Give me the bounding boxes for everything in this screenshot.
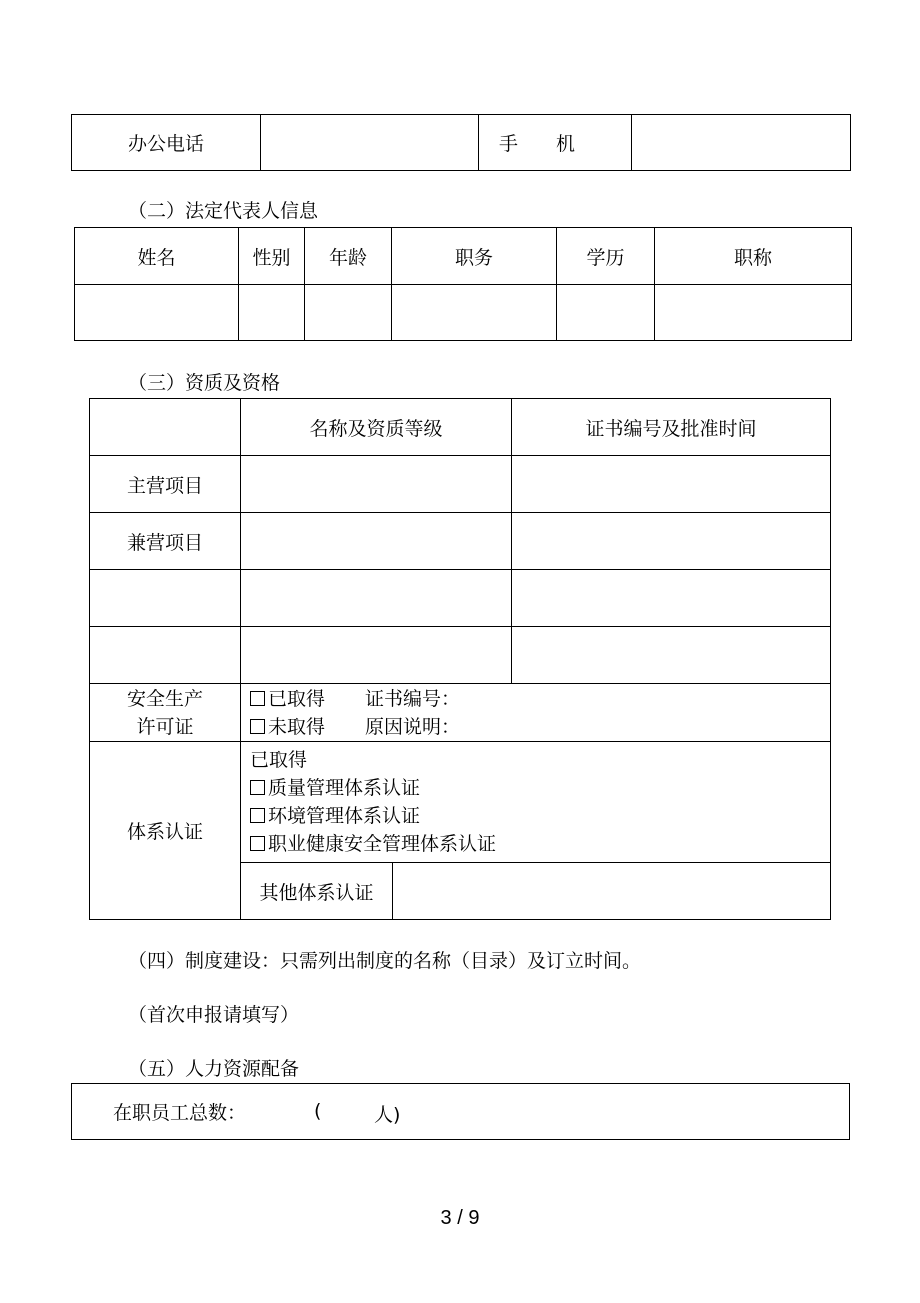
page-number: 3 / 9	[440, 1207, 480, 1229]
safety-license-options	[241, 684, 831, 742]
hr-table	[71, 1083, 850, 1140]
ohs-cert-option[interactable]: 职业健康安全管理体系认证	[250, 830, 830, 858]
office-phone-label: 办公电话	[72, 115, 261, 171]
safety-license-line2: 许可证	[136, 715, 194, 738]
office-phone-field[interactable]	[261, 115, 479, 171]
name-field[interactable]	[75, 285, 239, 341]
checkbox-obtained[interactable]	[250, 691, 265, 706]
header-position: 职务	[392, 228, 557, 285]
corner-cell	[90, 399, 241, 456]
reason-label: 原因说明：	[365, 715, 461, 738]
hr-heading: （五）人力资源配备	[128, 1058, 300, 1080]
quality-cert-option[interactable]: 质量管理体系认证	[250, 774, 830, 802]
cert-no-label: 证书编号：	[365, 687, 461, 710]
education-field[interactable]	[557, 285, 655, 341]
other-cert-label: 其他体系认证	[241, 863, 393, 920]
position-field[interactable]	[392, 285, 557, 341]
qualifications-heading: （三）资质及资格	[128, 372, 281, 394]
side-business-cert-field[interactable]	[512, 513, 831, 570]
safety-obtained-option[interactable]: 已取得 证书编号：	[250, 685, 830, 713]
extra-row-label[interactable]	[90, 627, 241, 684]
env-cert-option[interactable]: 环境管理体系认证	[250, 802, 830, 830]
main-business-name-field[interactable]	[241, 456, 512, 513]
staff-total-cell	[72, 1084, 850, 1140]
side-business-name-field[interactable]	[241, 513, 512, 570]
header-title: 职称	[655, 228, 852, 285]
qualifications-table	[89, 398, 831, 920]
age-field[interactable]	[305, 285, 392, 341]
header-name: 姓名	[75, 228, 239, 285]
other-cert-field[interactable]	[393, 863, 831, 920]
main-business-label: 主营项目	[90, 456, 241, 513]
mobile-field[interactable]	[632, 115, 851, 171]
extra-row-name-field[interactable]	[241, 627, 512, 684]
col-name-level: 名称及资质等级	[241, 399, 512, 456]
legal-rep-header-row	[75, 228, 852, 285]
extra-row-name-field[interactable]	[241, 570, 512, 627]
mobile-label: 手 机	[479, 115, 632, 171]
sys-obtained-label: 已取得	[250, 749, 308, 771]
system-building-note: （首次申报请填写）	[128, 1004, 300, 1026]
extra-row-label[interactable]	[90, 570, 241, 627]
system-building-heading: （四）制度建设：只需列出制度的名称（目录）及订立时间。	[128, 950, 642, 972]
safety-license-label	[90, 684, 241, 742]
system-cert-options	[241, 742, 831, 863]
gender-field[interactable]	[239, 285, 305, 341]
header-gender: 性别	[239, 228, 305, 285]
safety-license-line1: 安全生产	[126, 687, 203, 710]
checkbox-ohs[interactable]	[250, 836, 265, 851]
checkbox-env[interactable]	[250, 808, 265, 823]
title-field[interactable]	[655, 285, 852, 341]
staff-open-paren: (	[314, 1100, 322, 1122]
staff-count-field[interactable]	[326, 1096, 371, 1124]
checkbox-quality[interactable]	[250, 780, 265, 795]
side-business-label: 兼营项目	[90, 513, 241, 570]
system-cert-label: 体系认证	[90, 742, 241, 920]
header-education: 学历	[557, 228, 655, 285]
staff-total-label: 在职员工总数：	[113, 1102, 247, 1124]
legal-rep-heading: （二）法定代表人信息	[128, 200, 319, 222]
staff-unit: 人)	[374, 1104, 401, 1126]
main-business-cert-field[interactable]	[512, 456, 831, 513]
header-age: 年龄	[305, 228, 392, 285]
extra-row-cert-field[interactable]	[512, 570, 831, 627]
legal-rep-input-row	[75, 285, 852, 341]
checkbox-not-obtained[interactable]	[250, 719, 265, 734]
extra-row-cert-field[interactable]	[512, 627, 831, 684]
safety-not-obtained-option[interactable]: 未取得 原因说明：	[250, 713, 830, 741]
legal-rep-table	[74, 227, 852, 341]
contact-table	[71, 114, 851, 171]
col-cert-no-date: 证书编号及批准时间	[512, 399, 831, 456]
